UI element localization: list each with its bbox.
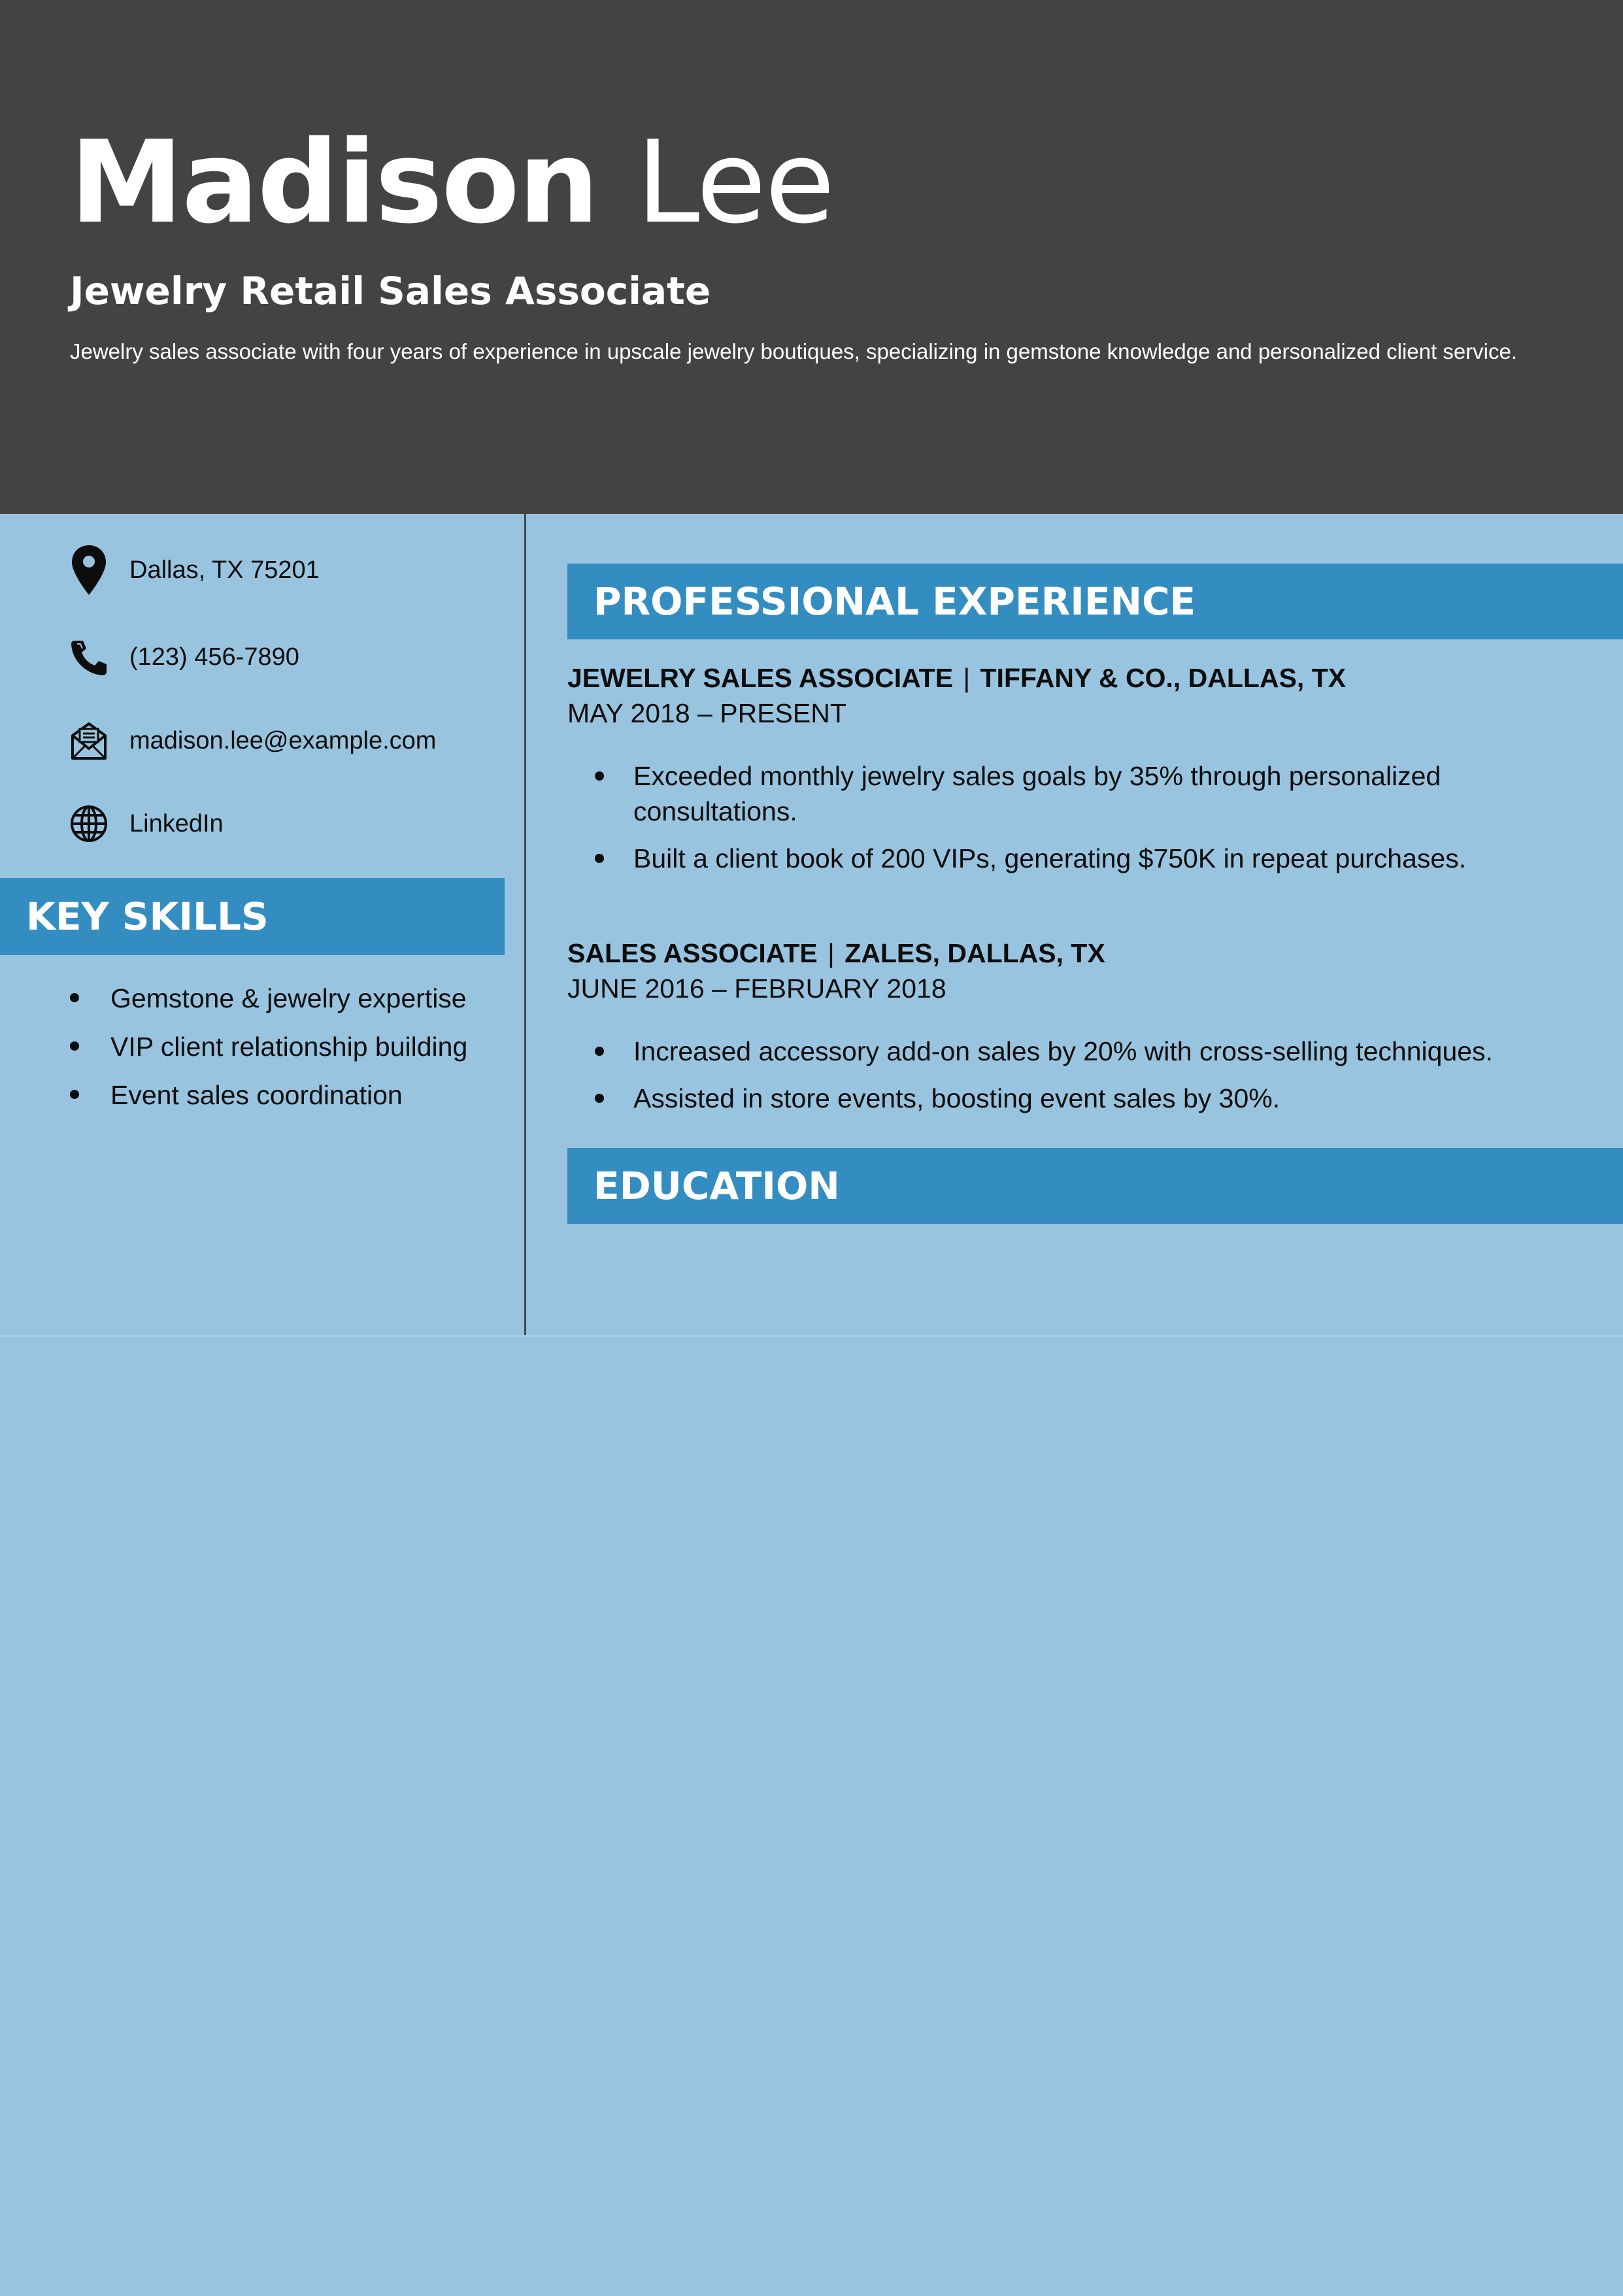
candidate-name	[70, 118, 833, 248]
job-title: Jewelry Retail Sales Associate	[70, 269, 711, 313]
key-skills-heading: KEY SKILLS	[0, 878, 505, 955]
first-name: Madison	[70, 116, 598, 249]
job-header	[567, 936, 1600, 971]
globe-icon	[70, 798, 108, 850]
envelope-icon	[70, 715, 108, 767]
skill-item: Event sales coordination	[70, 1071, 467, 1119]
job-dates: MAY 2018 – PRESENT	[567, 698, 846, 728]
job-company: ZALES, DALLAS, TX	[845, 938, 1105, 968]
job-role: SALES ASSOCIATE	[567, 938, 818, 968]
achievement-item: Exceeded monthly jewelry sales goals by 35% through personalized consultations.	[567, 758, 1600, 829]
job-company: TIFFANY & CO., DALLAS, TX	[980, 663, 1347, 693]
skill-item: Gemstone & jewelry expertise	[70, 974, 467, 1022]
job-dates: JUNE 2016 – FEBRUARY 2018	[567, 973, 946, 1004]
map-pin-icon	[70, 544, 108, 596]
job-role: JEWELRY SALES ASSOCIATE	[567, 663, 954, 693]
contact-linkedin[interactable]	[70, 798, 501, 850]
experience-heading: PROFESSIONAL EXPERIENCE	[567, 564, 1623, 639]
achievement-item: Assisted in store events, boosting event sales by 30%.	[567, 1081, 1600, 1116]
column-divider	[524, 514, 526, 1336]
job-header	[567, 660, 1600, 696]
job-separator: |	[828, 938, 835, 968]
skill-item: VIP client relationship building	[70, 1022, 467, 1071]
content-bottom-edge	[0, 1335, 1623, 1337]
education-heading: EDUCATION	[567, 1148, 1623, 1224]
linkedin-link[interactable]: LinkedIn	[129, 809, 224, 837]
job-entry	[567, 936, 1600, 1128]
contact-phone	[70, 631, 501, 683]
job-achievements	[567, 1034, 1600, 1116]
resume-header	[0, 0, 1623, 514]
contact-location	[70, 544, 501, 596]
phone-icon	[70, 631, 108, 683]
job-entry	[567, 660, 1600, 888]
key-skills-list	[70, 974, 467, 1119]
achievement-item: Built a client book of 200 VIPs, generating $750K in repeat purchases.	[567, 841, 1600, 876]
job-achievements	[567, 758, 1600, 876]
location-text: Dallas, TX 75201	[129, 556, 320, 584]
email-link[interactable]: madison.lee@example.com	[129, 726, 437, 754]
contact-email[interactable]	[70, 715, 501, 767]
job-separator: |	[963, 663, 971, 693]
achievement-item: Increased accessory add-on sales by 20% with cross-selling techniques.	[567, 1034, 1600, 1069]
last-name: Lee	[636, 116, 834, 249]
profile-summary: Jewelry sales associate with four years of experience in upscale jewelry boutiques, specializing in gemstone knowledge and personalized client service.	[70, 339, 1518, 363]
phone-text: (123) 456-7890	[129, 643, 299, 671]
